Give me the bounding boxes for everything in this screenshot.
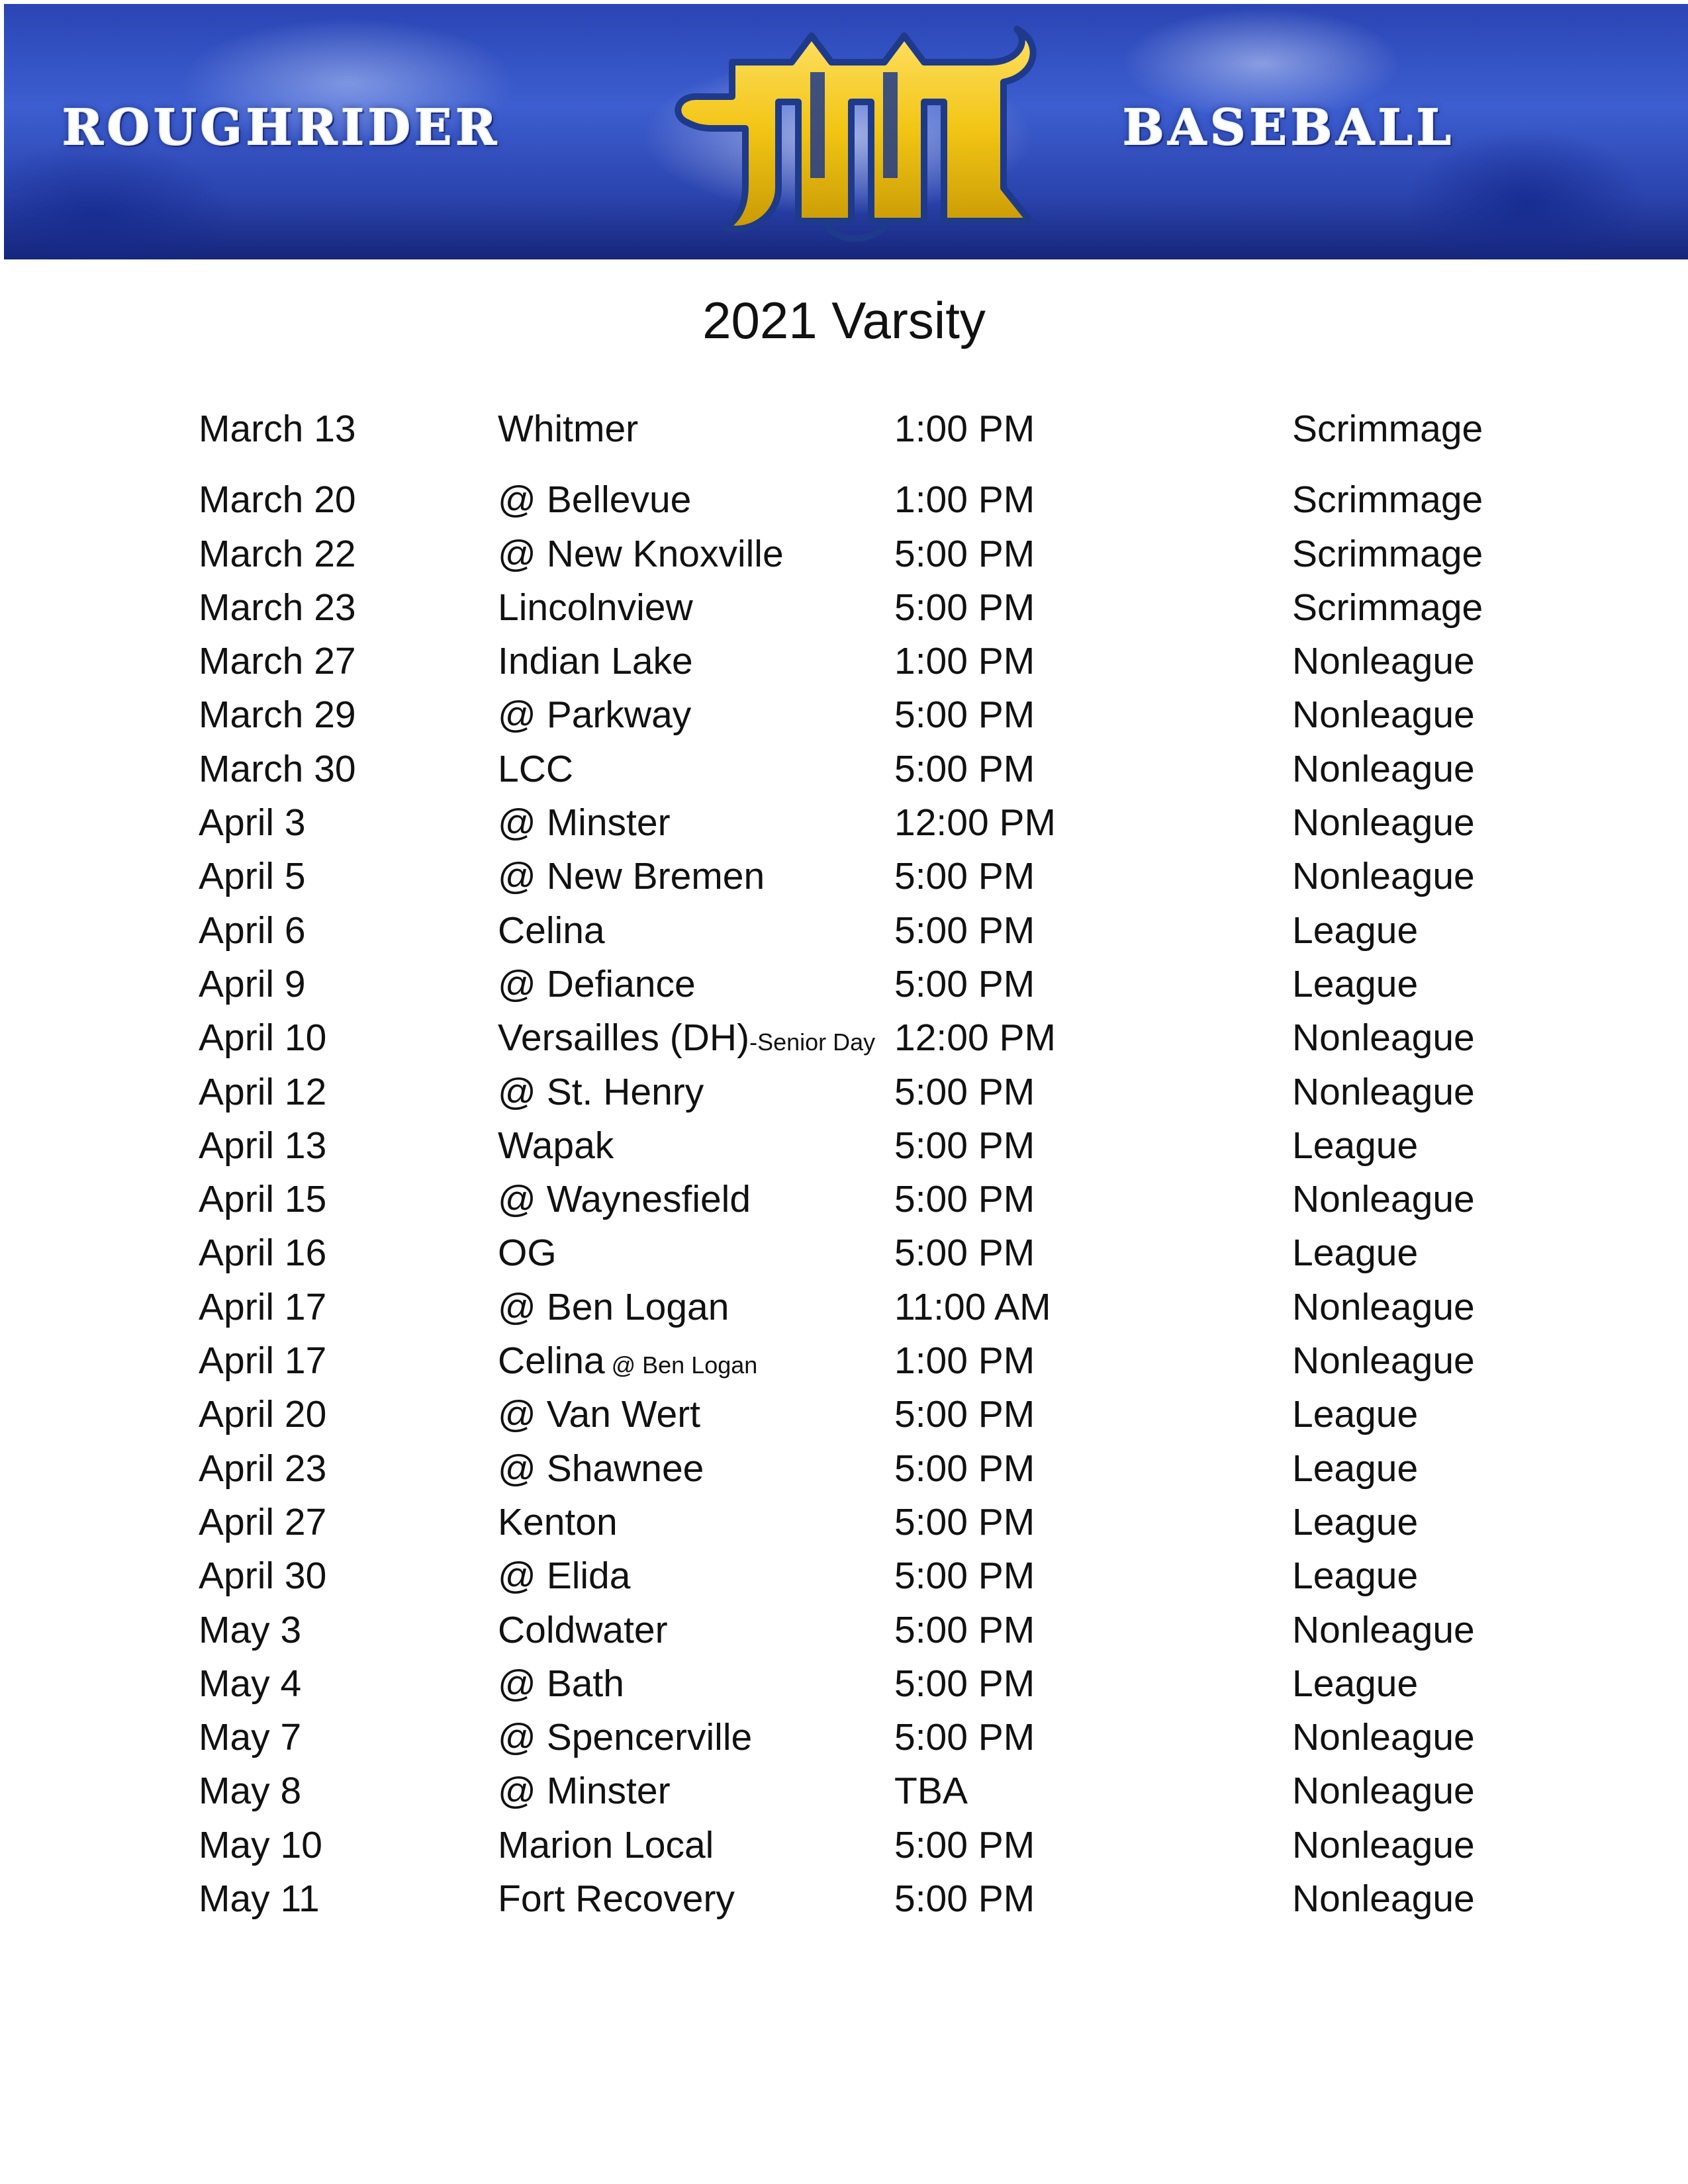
- game-time: 5:00 PM: [894, 855, 1035, 898]
- game-opponent: [498, 1872, 735, 1926]
- schedule-row: [199, 850, 1556, 903]
- game-date: April 27: [199, 1500, 327, 1543]
- game-opponent: [498, 1496, 618, 1549]
- game-opponent: [498, 1711, 752, 1764]
- opponent-name: @ Minster: [498, 1770, 671, 1813]
- schedule-row: [199, 1711, 1556, 1764]
- game-type: League: [1292, 1232, 1419, 1275]
- game-time: 5:00 PM: [894, 747, 1035, 790]
- game-type: Scrimmage: [1292, 586, 1483, 629]
- schedule-row: [199, 1173, 1556, 1226]
- game-time: 5:00 PM: [894, 1178, 1035, 1221]
- game-time: 1:00 PM: [894, 408, 1035, 450]
- game-date: March 30: [199, 747, 356, 790]
- game-opponent: [498, 1119, 614, 1173]
- schedule-row: [199, 1549, 1556, 1603]
- schedule-row: [199, 1872, 1556, 1926]
- game-type: Scrimmage: [1292, 408, 1483, 450]
- game-opponent: [498, 1226, 557, 1280]
- schedule-row: [199, 958, 1556, 1011]
- game-date: April 17: [199, 1285, 327, 1328]
- schedule-table: [199, 402, 1556, 1926]
- game-type: League: [1292, 1662, 1419, 1705]
- game-time: 5:00 PM: [894, 532, 1035, 575]
- game-date: April 15: [199, 1178, 327, 1221]
- opponent-name: Whitmer: [498, 408, 639, 450]
- game-date: April 20: [199, 1393, 327, 1436]
- game-date: April 3: [199, 801, 306, 844]
- game-date: March 20: [199, 478, 356, 522]
- schedule-row: [199, 1334, 1556, 1388]
- schedule-row: [199, 1442, 1556, 1496]
- game-date: May 4: [199, 1662, 302, 1705]
- game-date: May 3: [199, 1608, 302, 1651]
- game-time: 12:00 PM: [894, 801, 1056, 844]
- game-time: 5:00 PM: [894, 1823, 1035, 1866]
- game-opponent: [498, 850, 765, 903]
- schedule-row: [199, 688, 1556, 742]
- game-type: League: [1292, 962, 1419, 1005]
- game-date: May 7: [199, 1716, 302, 1759]
- game-time: 5:00 PM: [894, 1716, 1035, 1759]
- game-type: Nonleague: [1292, 1716, 1475, 1759]
- schedule-row: [199, 402, 1556, 456]
- schedule-row: [199, 1819, 1556, 1872]
- game-opponent: [498, 1442, 704, 1496]
- game-date: May 8: [199, 1770, 302, 1813]
- game-opponent: [498, 1173, 751, 1226]
- game-type: Nonleague: [1292, 1878, 1475, 1921]
- opponent-name: @ Bath: [498, 1662, 624, 1705]
- game-type: Scrimmage: [1292, 532, 1483, 575]
- game-time: 5:00 PM: [894, 1124, 1035, 1167]
- schedule-row: [199, 743, 1556, 796]
- schedule-row: [199, 796, 1556, 850]
- game-date: April 6: [199, 909, 306, 952]
- game-opponent: [498, 904, 605, 958]
- game-date: April 30: [199, 1555, 327, 1598]
- game-opponent: [498, 1011, 875, 1069]
- team-logo: [659, 23, 1050, 248]
- schedule-row: [199, 1226, 1556, 1280]
- opponent-name: @ Minster: [498, 801, 671, 844]
- game-type: League: [1292, 1447, 1419, 1490]
- schedule-row: [199, 1657, 1556, 1711]
- game-date: May 10: [199, 1823, 322, 1866]
- game-type: Nonleague: [1292, 1178, 1475, 1221]
- game-time: 5:00 PM: [894, 1070, 1035, 1113]
- opponent-name: Celina: [498, 1340, 605, 1383]
- opponent-name: @ St. Henry: [498, 1070, 704, 1113]
- game-date: April 17: [199, 1340, 327, 1383]
- game-time: 1:00 PM: [894, 1340, 1035, 1383]
- game-time: 5:00 PM: [894, 1608, 1035, 1651]
- game-time: 1:00 PM: [894, 478, 1035, 522]
- game-time: 5:00 PM: [894, 1500, 1035, 1543]
- game-date: April 10: [199, 1017, 327, 1060]
- schedule-row: [199, 1764, 1556, 1818]
- game-opponent: [498, 1549, 630, 1603]
- opponent-name: Lincolnview: [498, 586, 693, 629]
- game-time: 5:00 PM: [894, 694, 1035, 737]
- game-opponent: [498, 796, 671, 850]
- game-opponent: [498, 1388, 700, 1441]
- opponent-name: Versailles (DH): [498, 1017, 750, 1060]
- schedule-row: [199, 1496, 1556, 1549]
- game-opponent: [498, 688, 691, 742]
- page-title: 2021 Varsity: [702, 291, 986, 349]
- game-type: Nonleague: [1292, 1608, 1475, 1651]
- game-time: 5:00 PM: [894, 1878, 1035, 1921]
- game-time: 5:00 PM: [894, 1555, 1035, 1598]
- schedule-row: [199, 1388, 1556, 1441]
- game-date: March 29: [199, 694, 356, 737]
- schedule-row: [199, 473, 1556, 527]
- game-date: March 22: [199, 532, 356, 575]
- game-opponent: [498, 635, 693, 688]
- opponent-name: @ New Bremen: [498, 855, 765, 898]
- opponent-name: @ Ben Logan: [498, 1285, 729, 1328]
- game-opponent: [498, 958, 696, 1011]
- game-opponent: [498, 1657, 624, 1711]
- game-note: @ Ben Logan: [604, 1351, 758, 1379]
- opponent-name: Celina: [498, 909, 605, 952]
- game-type: League: [1292, 909, 1419, 952]
- schedule-row: [199, 904, 1556, 958]
- game-time: 5:00 PM: [894, 1662, 1035, 1705]
- schedule-row: [199, 1066, 1556, 1119]
- game-time: 5:00 PM: [894, 1447, 1035, 1490]
- game-date: April 5: [199, 855, 306, 898]
- game-date: April 13: [199, 1124, 327, 1167]
- game-opponent: [498, 1334, 757, 1392]
- game-type: League: [1292, 1393, 1419, 1436]
- game-opponent: [498, 527, 784, 581]
- game-type: Nonleague: [1292, 1770, 1475, 1813]
- game-type: Nonleague: [1292, 694, 1475, 737]
- opponent-name: Coldwater: [498, 1608, 668, 1651]
- opponent-name: Marion Local: [498, 1823, 714, 1866]
- game-time: 5:00 PM: [894, 962, 1035, 1005]
- game-time: 5:00 PM: [894, 1393, 1035, 1436]
- game-date: April 9: [199, 962, 306, 1005]
- game-time: 5:00 PM: [894, 909, 1035, 952]
- opponent-name: @ Spencerville: [498, 1716, 753, 1759]
- game-type: Scrimmage: [1292, 478, 1483, 522]
- game-date: March 23: [199, 586, 356, 629]
- game-time: 11:00 AM: [894, 1285, 1051, 1328]
- game-type: Nonleague: [1292, 1070, 1475, 1113]
- game-type: Nonleague: [1292, 1017, 1475, 1060]
- opponent-name: @ Van Wert: [498, 1393, 701, 1436]
- game-time: TBA: [894, 1770, 968, 1813]
- opponent-name: Kenton: [498, 1500, 618, 1543]
- opponent-name: @ Waynesfield: [498, 1178, 751, 1221]
- game-opponent: [498, 1604, 668, 1657]
- schedule-row: [199, 527, 1556, 581]
- header-banner: [4, 4, 1688, 259]
- opponent-name: @ Defiance: [498, 962, 696, 1005]
- game-date: May 11: [199, 1878, 320, 1921]
- opponent-name: @ Parkway: [498, 694, 692, 737]
- game-type: League: [1292, 1124, 1419, 1167]
- game-type: Nonleague: [1292, 640, 1475, 683]
- game-note: -Senior Day: [749, 1028, 876, 1056]
- game-date: April 12: [199, 1070, 327, 1113]
- game-opponent: [498, 581, 693, 635]
- banner-right-word: BASEBALL: [1123, 99, 1455, 156]
- opponent-name: @ Elida: [498, 1555, 631, 1598]
- opponent-name: Indian Lake: [498, 640, 693, 683]
- opponent-name: OG: [498, 1232, 557, 1275]
- game-opponent: [498, 473, 691, 527]
- game-opponent: [498, 743, 573, 796]
- schedule-row: [199, 1281, 1556, 1334]
- game-opponent: [498, 402, 638, 456]
- game-type: League: [1292, 1555, 1419, 1598]
- opponent-name: Fort Recovery: [498, 1878, 735, 1921]
- opponent-name: LCC: [498, 747, 574, 790]
- game-type: Nonleague: [1292, 855, 1475, 898]
- schedule-row: [199, 1604, 1556, 1657]
- opponent-name: @ Bellevue: [498, 478, 692, 522]
- game-date: April 23: [199, 1447, 327, 1490]
- game-type: Nonleague: [1292, 1340, 1475, 1383]
- game-time: 5:00 PM: [894, 586, 1035, 629]
- opponent-name: Wapak: [498, 1124, 614, 1167]
- opponent-name: @ New Knoxville: [498, 532, 784, 575]
- game-opponent: [498, 1819, 714, 1872]
- game-type: Nonleague: [1292, 1823, 1475, 1866]
- game-date: April 16: [199, 1232, 327, 1275]
- game-type: Nonleague: [1292, 747, 1475, 790]
- game-opponent: [498, 1764, 671, 1818]
- game-time: 5:00 PM: [894, 1232, 1035, 1275]
- banner-left-word: ROUGHRIDER: [62, 99, 500, 156]
- game-type: Nonleague: [1292, 1285, 1475, 1328]
- schedule-row: [199, 581, 1556, 635]
- game-opponent: [498, 1281, 729, 1334]
- schedule-row: [199, 1011, 1556, 1065]
- game-time: 12:00 PM: [894, 1017, 1056, 1060]
- game-opponent: [498, 1066, 704, 1119]
- game-date: March 13: [199, 408, 356, 450]
- game-type: League: [1292, 1500, 1419, 1543]
- game-date: March 27: [199, 640, 356, 683]
- schedule-row: [199, 1119, 1556, 1173]
- opponent-name: @ Shawnee: [498, 1447, 704, 1490]
- game-type: Nonleague: [1292, 801, 1475, 844]
- schedule-row: [199, 635, 1556, 688]
- game-time: 1:00 PM: [894, 640, 1035, 683]
